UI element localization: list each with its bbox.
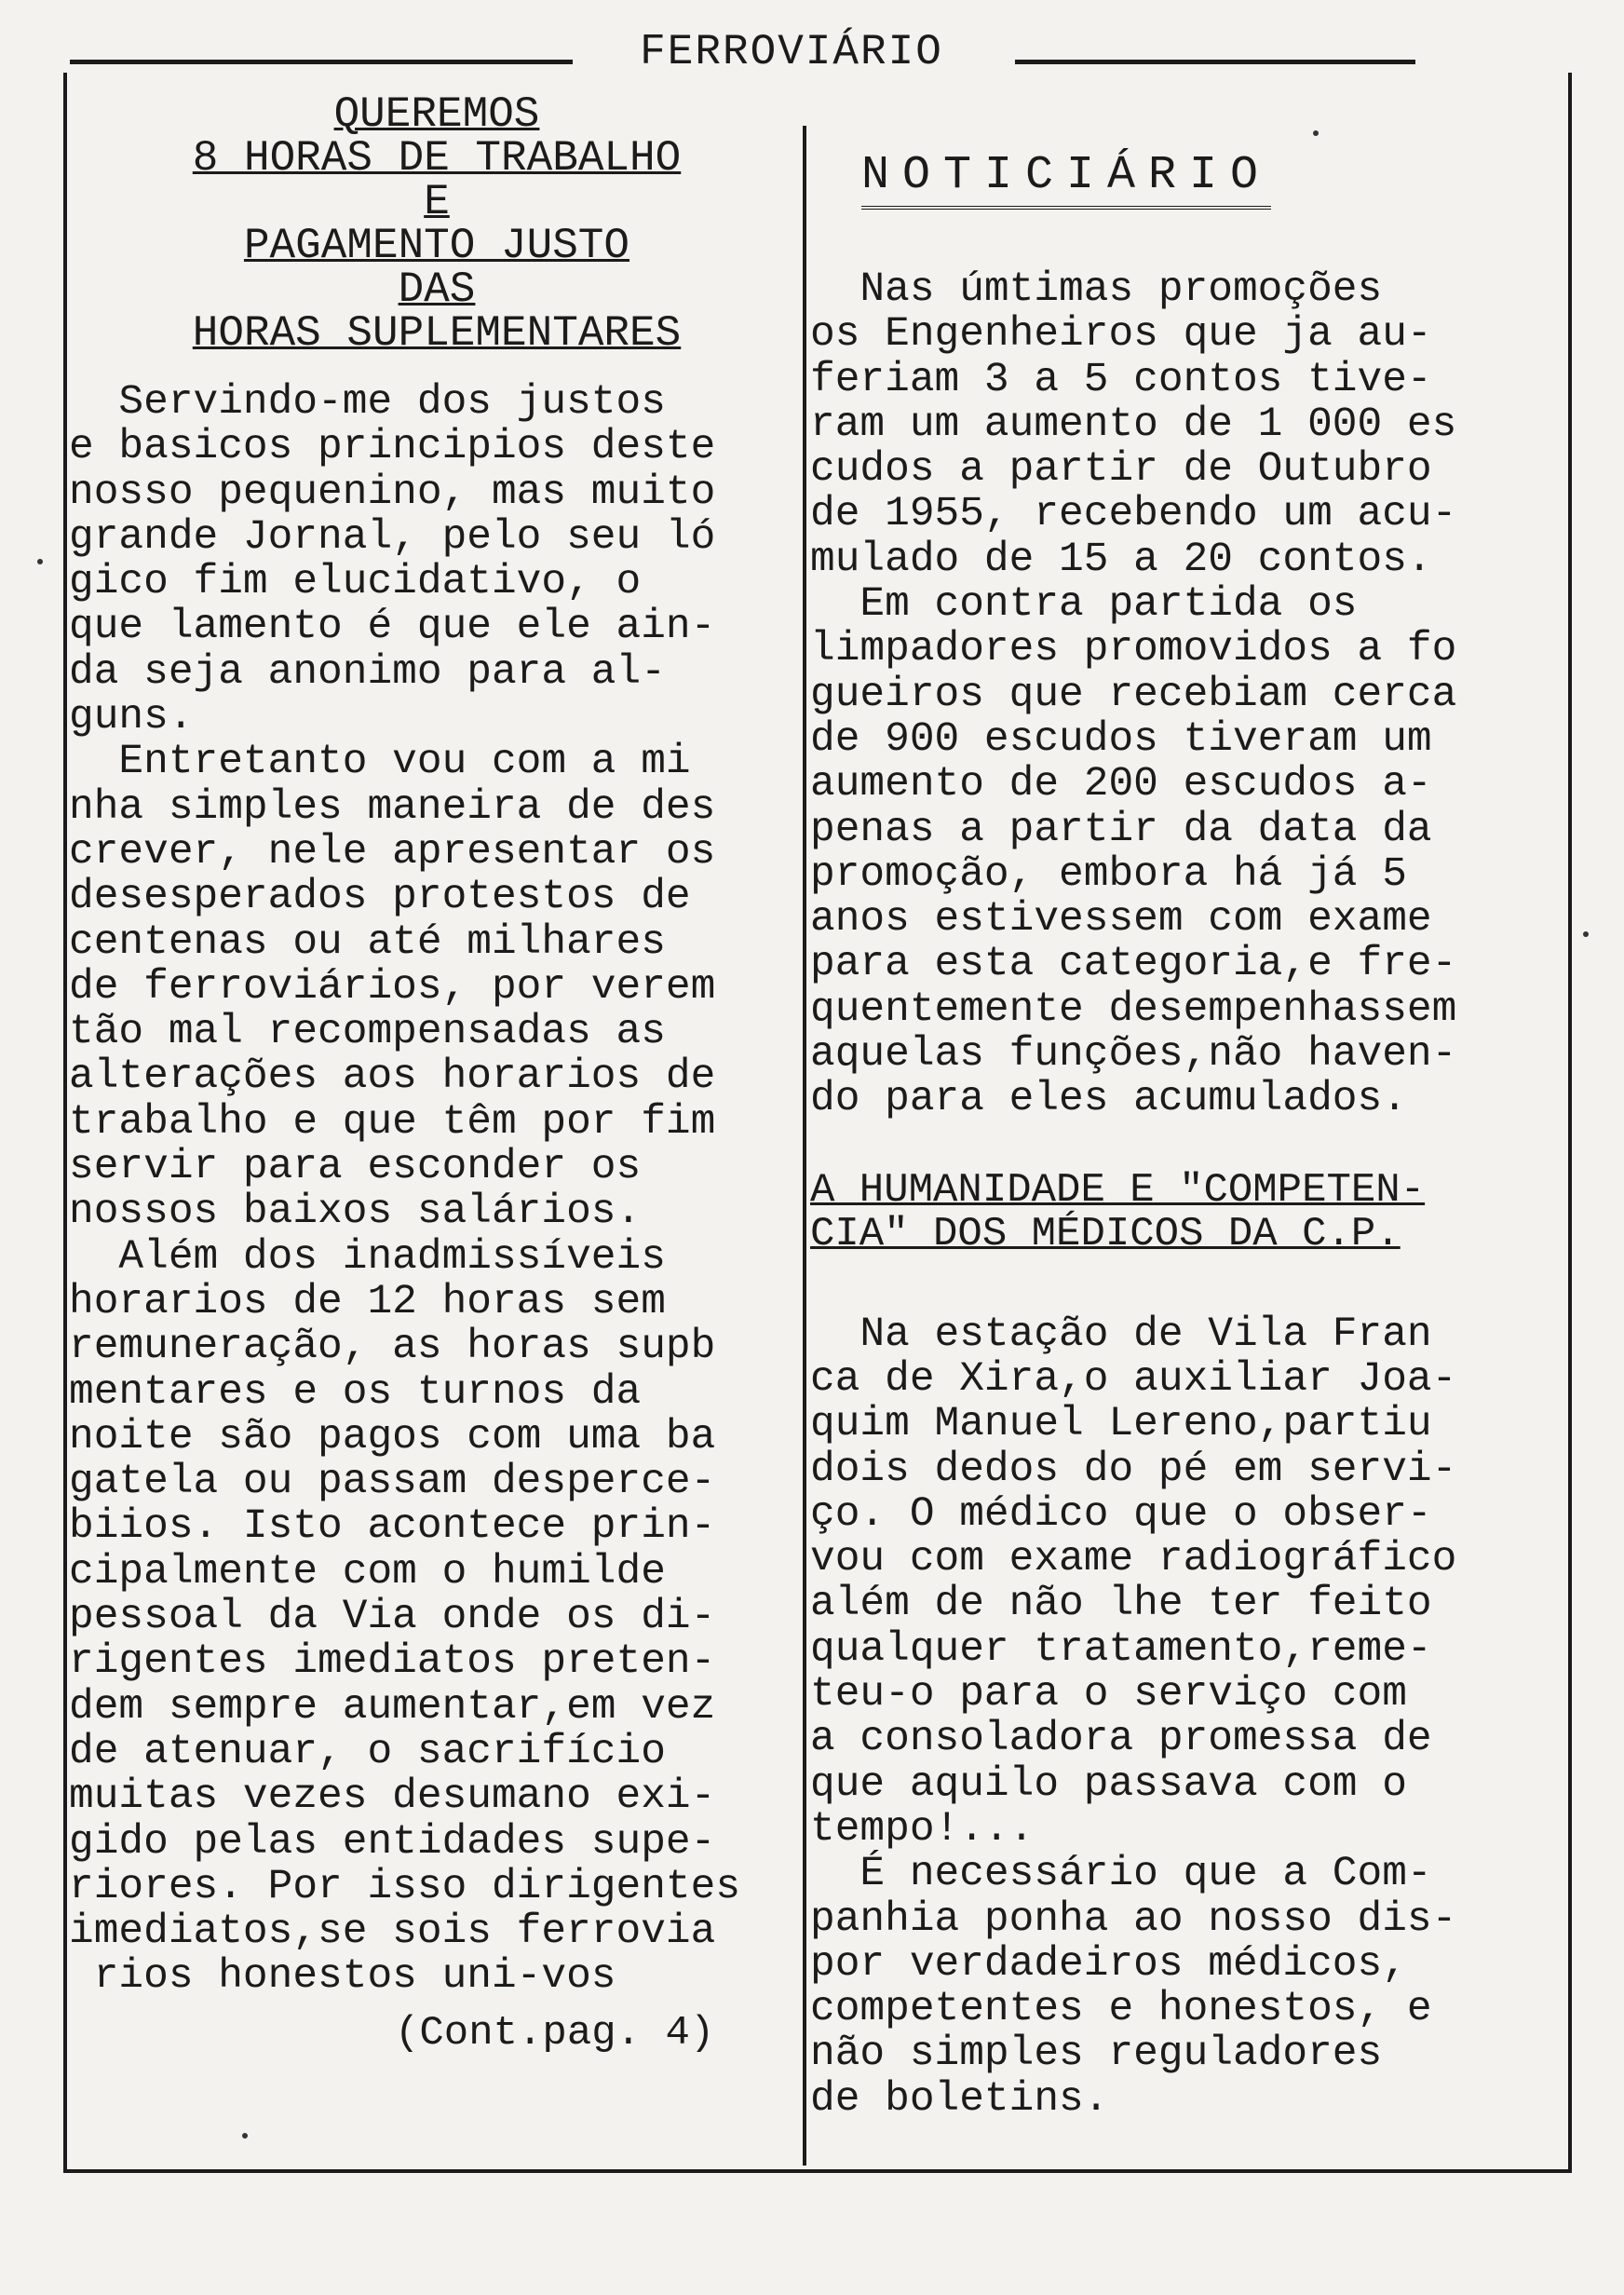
article-paragraph: Entretanto vou com a mi nha simples maneira de des crever, nele apresentar os desesperados protestos de centenas ou até milhares de ferroviários, por verem tão mal recompensadas as alterações aos horarios de trabalho e que têm por fim servir para esconder os nossos baixos salários. — [69, 739, 716, 1236]
ink-speck — [1313, 130, 1319, 136]
left-column-article — [69, 90, 805, 2057]
news-paragraph: É necessário que a Com- panhia ponha ao nosso dis- por verdadeiros médicos, competentes e honestos, e não simples reguladores de boletins. — [810, 1851, 1457, 2123]
ink-speck — [37, 559, 43, 564]
article-paragraph: Servindo-me dos justos e basicos principios deste nosso pequenino, mas muito grande Jornal, pelo seu ló gico fim elucidativo, o que lamento é que ele ain- da seja anonimo para al- guns. — [69, 379, 716, 741]
news-subheading: A HUMANIDADE E "COMPETEN- CIA" DOS MÉDICOS DA C.P. — [810, 1166, 1426, 1257]
headline-line: QUEREMOS — [333, 90, 540, 139]
article-paragraph: Além dos inadmissíveis horarios de 12 horas sem remuneração, as horas supb mentares e os turnos da noite são pagos com uma ba gatela ou passam desperce- biios. Isto acontece prin- cipalmente com o humilde pessoal da Via onde os di- rigentes imediatos preten- dem sempre aumentar,em vez de atenuar, o sacrifício muitas vezes desumano exi- gido pelas entidades supe- riores. Por isso dirigentes imediatos,se sois ferrovia rios honestos uni-vos — [69, 1233, 741, 2001]
newspaper-title: FERROVIÁRIO — [640, 28, 943, 76]
headline-line: HORAS SUPLEMENTARES — [192, 309, 682, 358]
right-column-news — [810, 93, 1564, 2122]
article-headline — [69, 90, 805, 358]
headline-line: PAGAMENTO JUSTO — [243, 222, 630, 270]
ink-speck — [1583, 931, 1589, 937]
continuation-note: (Cont.pag. 4) — [395, 2009, 715, 2057]
headline-line: 8 HORAS DE TRABALHO — [192, 134, 682, 183]
ink-speck — [242, 2133, 248, 2139]
headline-line: E — [424, 178, 450, 226]
masthead-rule-left — [70, 60, 573, 64]
headline-line: DAS — [398, 265, 476, 314]
section-title: NOTICIÁRIO — [861, 149, 1271, 210]
news-paragraph: Nas úmtimas promoções os Engenheiros que ja au- feriam 3 a 5 contos tive- ram um aumento de 1 000 es cudos a partir de Outubro de 1955, recebendo um acu- mulado de 15 a 20 contos. — [810, 266, 1457, 583]
news-paragraph: Em contra partida os limpadores promovidos a fo gueiros que recebiam cerca de 900 escudos tiveram um aumento de 200 escudos a- penas a partir da data da promoção, embora há já 5 anos estivessem com exame para esta categoria,e fre- quentemente desempenhassem aquelas funções,não haven- do para eles acumulados. — [810, 581, 1457, 1123]
masthead-rule-right — [1015, 60, 1415, 64]
news-paragraph: Na estação de Vila Fran ca de Xira,o auxiliar Joa- quim Manuel Lereno,partiu dois dedos do pé em servi- ço. O médico que o obser- vou com exame radiográfico além de não lhe ter feito qualquer tratamento,reme- teu-o para o serviço com a consoladora promessa de que aquilo passava com o tempo!... — [810, 1310, 1457, 1853]
